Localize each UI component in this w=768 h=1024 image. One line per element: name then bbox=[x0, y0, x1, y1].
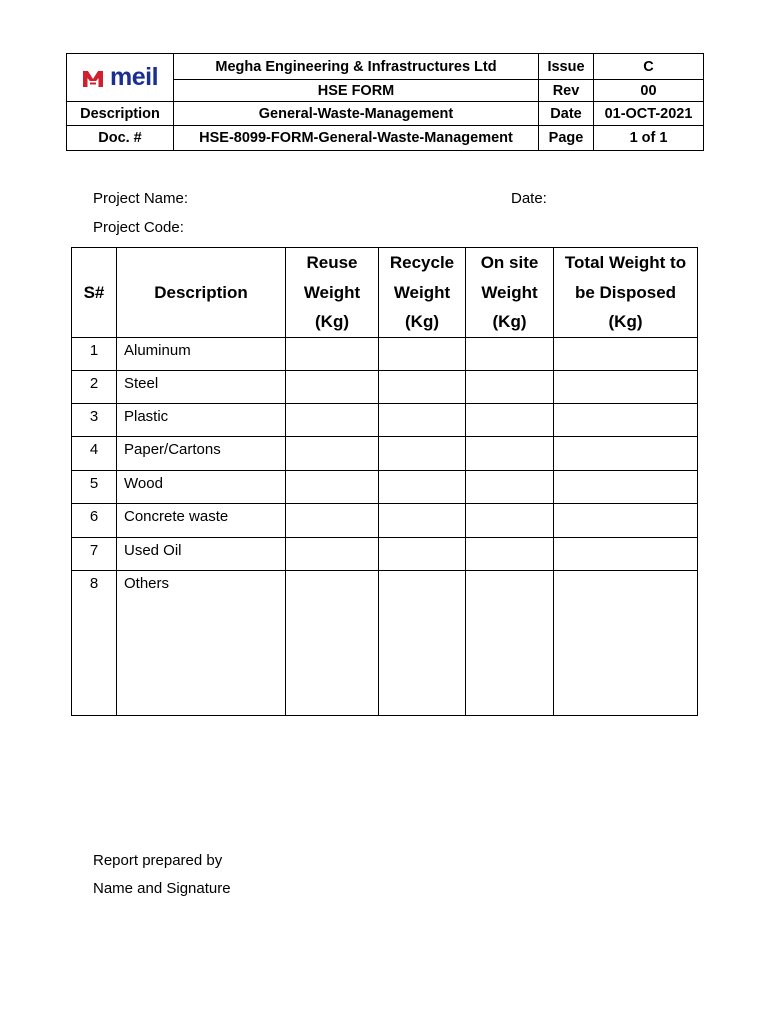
reuse-weight-cell[interactable] bbox=[286, 537, 379, 570]
description-value: General-Waste-Management bbox=[174, 102, 539, 126]
row-number: 4 bbox=[72, 436, 117, 470]
recycle-weight-cell[interactable] bbox=[379, 337, 466, 370]
header-line: Reuse bbox=[306, 253, 358, 272]
form-type: HSE FORM bbox=[174, 80, 539, 102]
table-row bbox=[72, 470, 698, 503]
row-description: Concrete waste bbox=[117, 503, 286, 537]
issue-value: C bbox=[594, 54, 704, 80]
recycle-weight-cell[interactable] bbox=[379, 570, 466, 715]
header-line: (Kg) bbox=[492, 312, 527, 331]
total-disposed-cell[interactable] bbox=[554, 436, 698, 470]
description-header bbox=[117, 248, 286, 338]
page-label: Page bbox=[539, 126, 594, 151]
header-line: Weight bbox=[481, 282, 538, 302]
description-label: Description bbox=[67, 102, 174, 126]
row-number: 7 bbox=[72, 537, 117, 570]
header-line: be Disposed bbox=[574, 282, 677, 302]
name-signature-label: Name and Signature bbox=[93, 880, 231, 897]
date-value: 01-OCT-2021 bbox=[594, 102, 704, 126]
header-line: Description bbox=[154, 282, 248, 302]
date-label: Date bbox=[539, 102, 594, 126]
report-prepared-by-label: Report prepared by bbox=[93, 852, 223, 869]
row-number: 3 bbox=[72, 403, 117, 436]
table-row bbox=[72, 370, 698, 403]
row-description: Wood bbox=[117, 470, 286, 503]
recycle-weight-cell[interactable] bbox=[379, 436, 466, 470]
reuse-weight-cell[interactable] bbox=[286, 503, 379, 537]
project-name-label: Project Name: bbox=[93, 190, 189, 207]
row-description: Used Oil bbox=[117, 537, 286, 570]
row-number: 1 bbox=[72, 337, 117, 370]
header-line: Total Weight to bbox=[564, 253, 687, 272]
header-line: (Kg) bbox=[315, 312, 349, 331]
recycle-weight-cell[interactable] bbox=[379, 470, 466, 503]
table-row bbox=[72, 503, 698, 537]
reuse-weight-cell[interactable] bbox=[286, 470, 379, 503]
onsite-weight-cell[interactable] bbox=[466, 370, 554, 403]
table-row bbox=[72, 570, 698, 715]
reuse-weight-cell[interactable] bbox=[286, 403, 379, 436]
table-row bbox=[72, 436, 698, 470]
meil-mark-icon bbox=[82, 68, 104, 88]
row-description: Aluminum bbox=[117, 337, 286, 370]
onsite-weight-cell[interactable] bbox=[466, 436, 554, 470]
total-disposed-cell[interactable] bbox=[554, 570, 698, 715]
doc-number-label: Doc. # bbox=[67, 126, 174, 151]
total-disposed-cell[interactable] bbox=[554, 470, 698, 503]
onsite-weight-cell[interactable] bbox=[466, 537, 554, 570]
reuse-weight-header bbox=[286, 248, 379, 338]
header-line: S# bbox=[83, 282, 105, 302]
onsite-weight-cell[interactable] bbox=[466, 503, 554, 537]
sn-header bbox=[72, 248, 117, 338]
row-number: 6 bbox=[72, 503, 117, 537]
recycle-weight-cell[interactable] bbox=[379, 503, 466, 537]
reuse-weight-cell[interactable] bbox=[286, 337, 379, 370]
total-disposed-cell[interactable] bbox=[554, 403, 698, 436]
date-field-label: Date: bbox=[511, 190, 547, 207]
document-header-table bbox=[66, 53, 704, 151]
rev-value: 00 bbox=[594, 80, 704, 102]
row-number: 2 bbox=[72, 370, 117, 403]
total-disposed-cell[interactable] bbox=[554, 503, 698, 537]
recycle-weight-header bbox=[379, 248, 466, 338]
waste-table bbox=[71, 247, 698, 716]
recycle-weight-cell[interactable] bbox=[379, 403, 466, 436]
header-line: On site bbox=[480, 253, 539, 272]
onsite-weight-cell[interactable] bbox=[466, 337, 554, 370]
total-disposed-cell[interactable] bbox=[554, 370, 698, 403]
onsite-weight-cell[interactable] bbox=[466, 570, 554, 715]
row-description: Plastic bbox=[117, 403, 286, 436]
page-value: 1 of 1 bbox=[594, 126, 704, 151]
total-disposed-cell[interactable] bbox=[554, 537, 698, 570]
recycle-weight-cell[interactable] bbox=[379, 370, 466, 403]
reuse-weight-cell[interactable] bbox=[286, 436, 379, 470]
total-disposed-header bbox=[554, 248, 698, 338]
logo-cell bbox=[67, 54, 174, 102]
table-row bbox=[72, 337, 698, 370]
table-header-row bbox=[72, 248, 698, 338]
logo-text: meil bbox=[109, 63, 159, 91]
project-code-label: Project Code: bbox=[93, 219, 184, 236]
rev-label: Rev bbox=[539, 80, 594, 102]
doc-number-value: HSE-8099-FORM-General-Waste-Management bbox=[174, 126, 539, 151]
header-line: (Kg) bbox=[405, 312, 439, 331]
header-line: Weight bbox=[393, 282, 451, 302]
company-name: Megha Engineering & Infrastructures Ltd bbox=[174, 54, 539, 80]
table-row bbox=[72, 537, 698, 570]
header-line: (Kg) bbox=[608, 312, 643, 331]
row-number: 5 bbox=[72, 470, 117, 503]
reuse-weight-cell[interactable] bbox=[286, 570, 379, 715]
onsite-weight-cell[interactable] bbox=[466, 470, 554, 503]
total-disposed-cell[interactable] bbox=[554, 337, 698, 370]
row-description: Others bbox=[117, 570, 286, 715]
recycle-weight-cell[interactable] bbox=[379, 537, 466, 570]
header-line: Recycle bbox=[389, 253, 455, 272]
issue-label: Issue bbox=[539, 54, 594, 80]
onsite-weight-cell[interactable] bbox=[466, 403, 554, 436]
table-row bbox=[72, 403, 698, 436]
row-description: Steel bbox=[117, 370, 286, 403]
row-description: Paper/Cartons bbox=[117, 436, 286, 470]
header-line: Weight bbox=[303, 282, 361, 302]
onsite-weight-header bbox=[466, 248, 554, 338]
reuse-weight-cell[interactable] bbox=[286, 370, 379, 403]
company-logo bbox=[67, 65, 173, 90]
row-number: 8 bbox=[72, 570, 117, 715]
